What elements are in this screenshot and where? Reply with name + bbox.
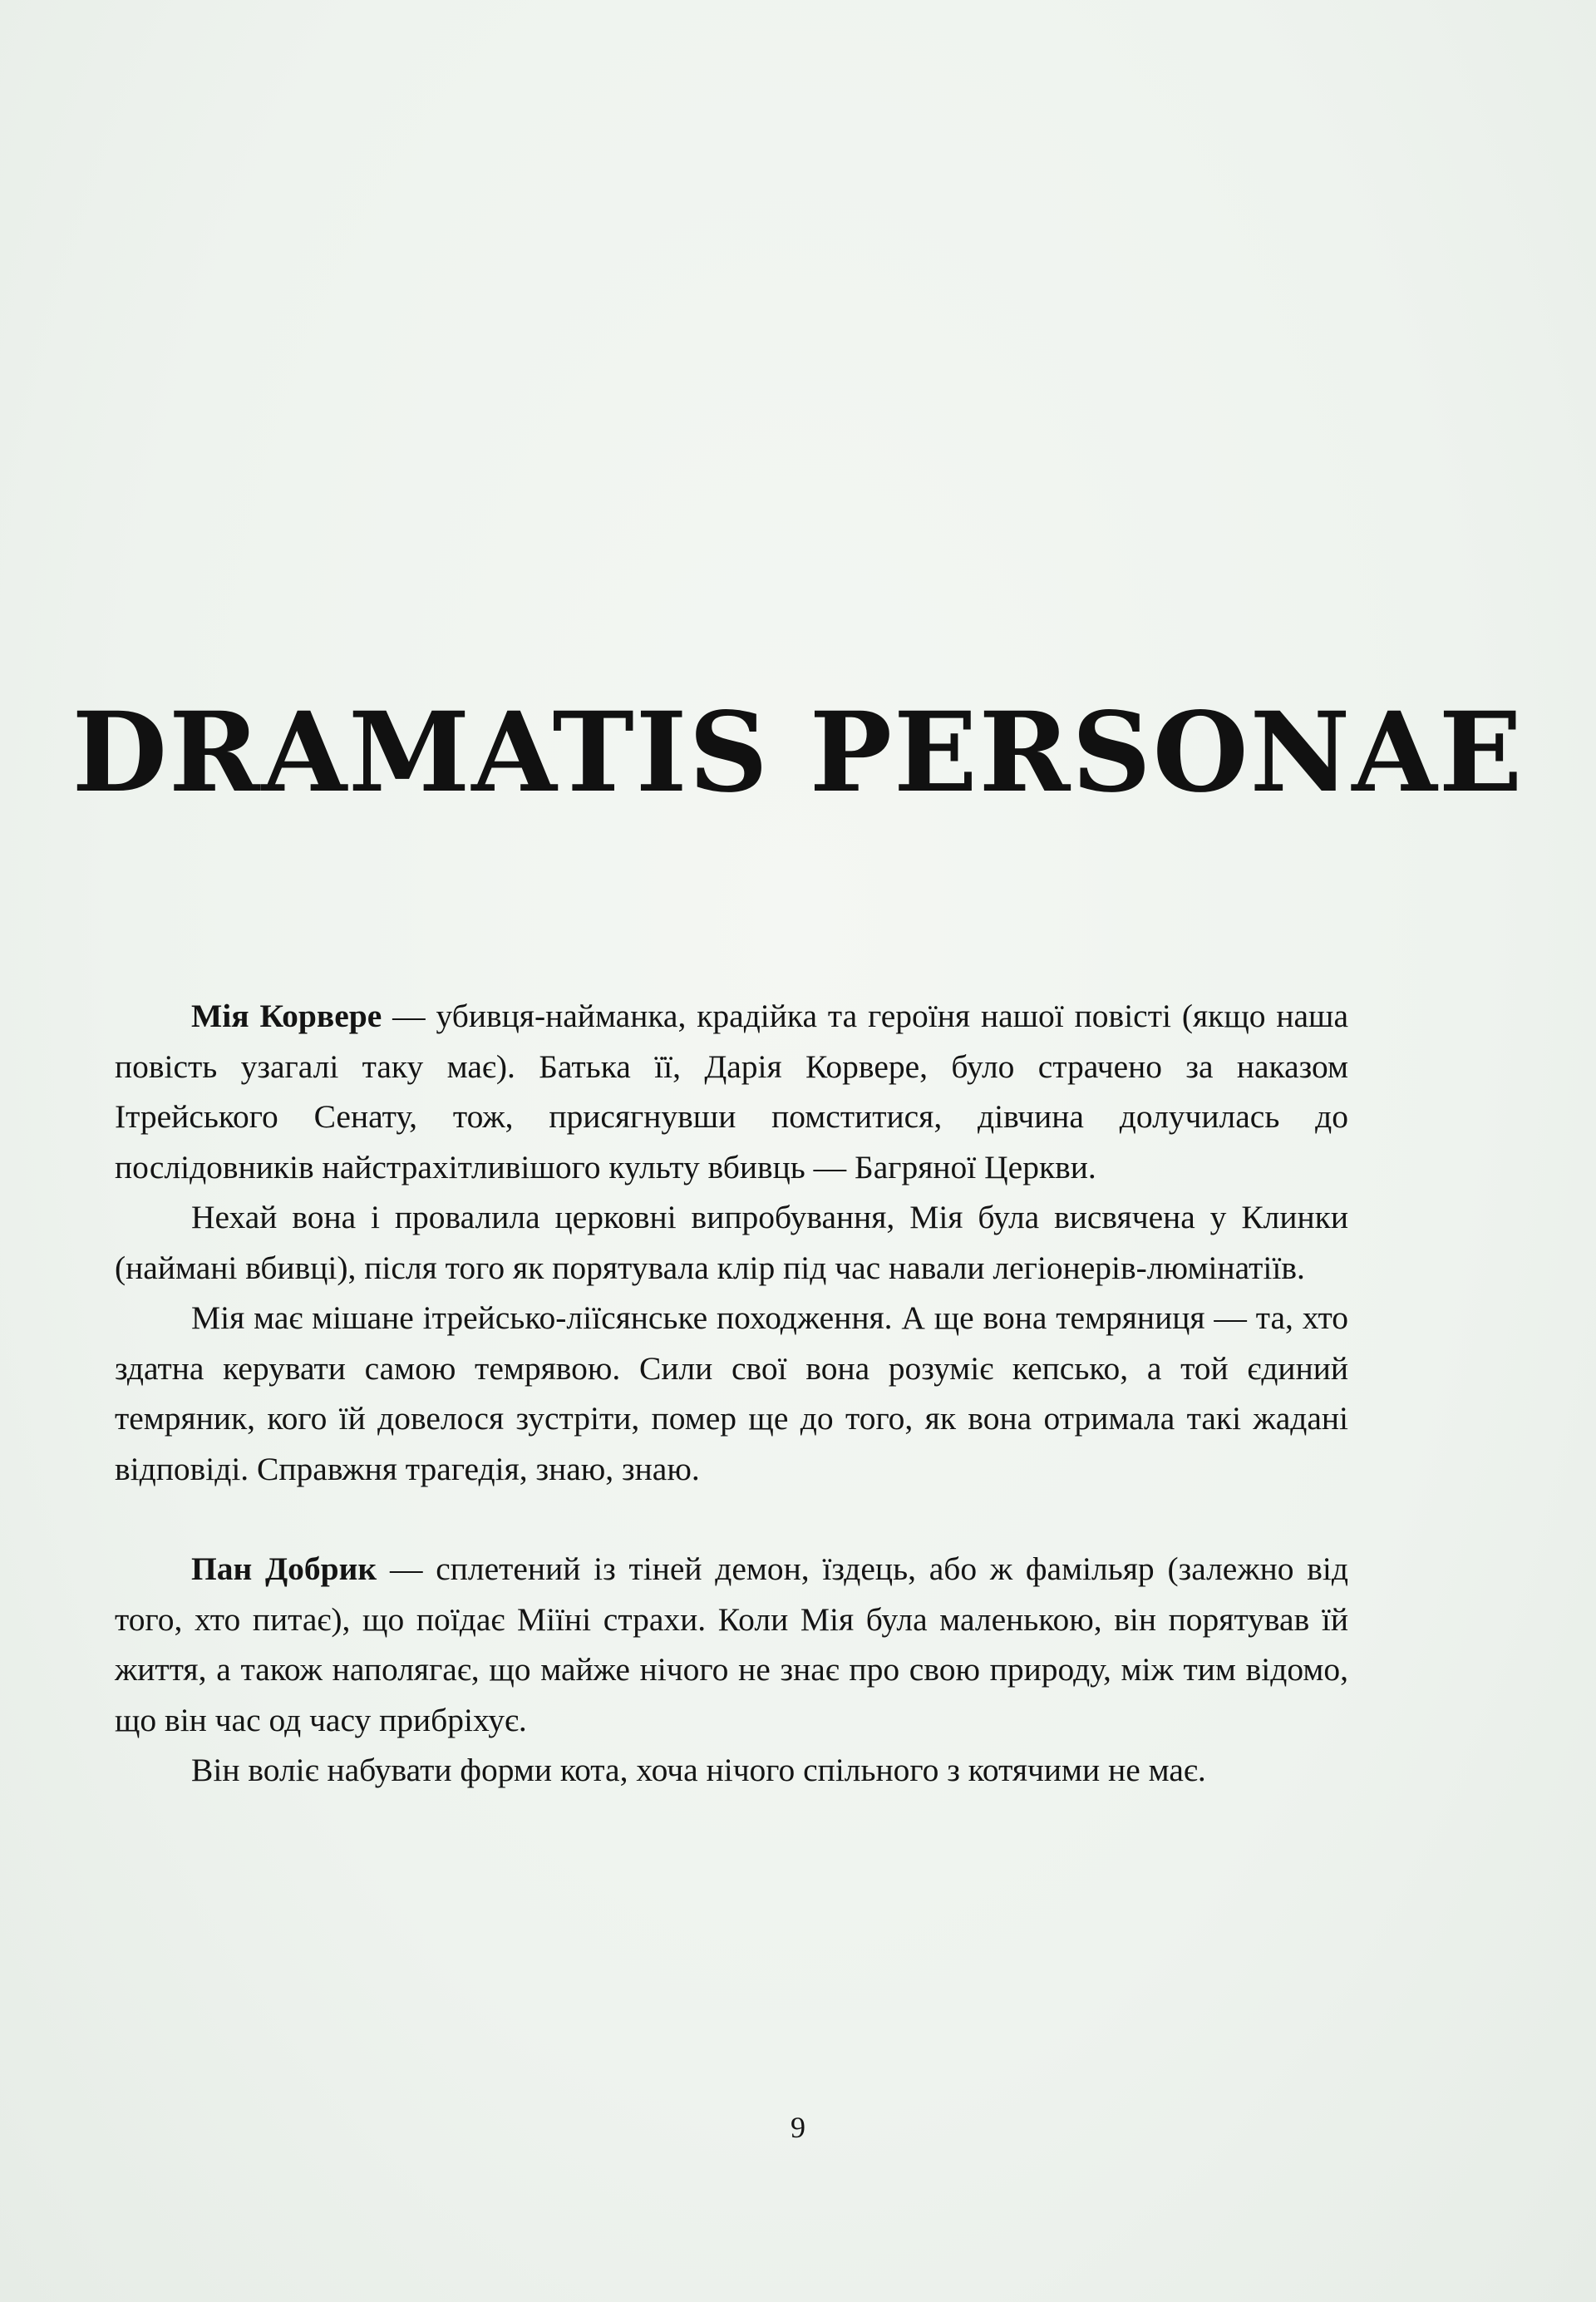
chapter-heading: DRAMATIS PERSONAE — [71, 688, 1525, 817]
character-paragraph: Він воліє набувати форми кота, хоча нічого спільного з котячими не має. — [191, 1752, 1206, 1788]
character-description: — сплетений із тіней демон, їздець, або ж фамільяр (залежно від того, хто питає), що поїдає Міїні страхи. Коли Мія була маленькою, він порятував їй життя, а також наполягає, що майже нічого не знає про свою природу, між тим відомо, що він час од часу прибріхує. — [115, 1550, 1348, 1738]
character-paragraph: Нехай вона і провалила церковні випробування, Мія була висвячена у Клинки (наймані вбивці), після того як порятувала клір під час навали легіонерів-люмінатіїв. — [115, 1199, 1348, 1286]
character-entry-intro — [115, 991, 1348, 1192]
character-paragraph: Мія має мішане ітрейсько-ліїсянське походження. А ще вона темряниця — та, хто здатна керувати самою темрявою. Сили свої вона розуміє кепсько, а той єдиний темряник, кого їй довелося зустріти, помер ще до того, як вона отримала такі жадані відповіді. Справжня трагедія, знаю, знаю. — [115, 1299, 1348, 1487]
character-description: — убивця-найманка, крадійка та героїня нашої повісті (якщо наша повість узагалі таку має). Батька її, Дарія Корвере, було страчено за наказом Ітрейського Сенату, тож, присягнувши помститися, дівчина долучилась до послідовників найстрахітливішого культу вбивць — Багряної Церкви. — [115, 998, 1349, 1186]
character-name: Мія Корвере — [191, 998, 382, 1034]
character-entry-intro — [115, 1544, 1348, 1745]
character-list — [115, 991, 1348, 1796]
character-name: Пан Добрик — [191, 1550, 377, 1587]
page-number: 9 — [791, 2111, 805, 2144]
